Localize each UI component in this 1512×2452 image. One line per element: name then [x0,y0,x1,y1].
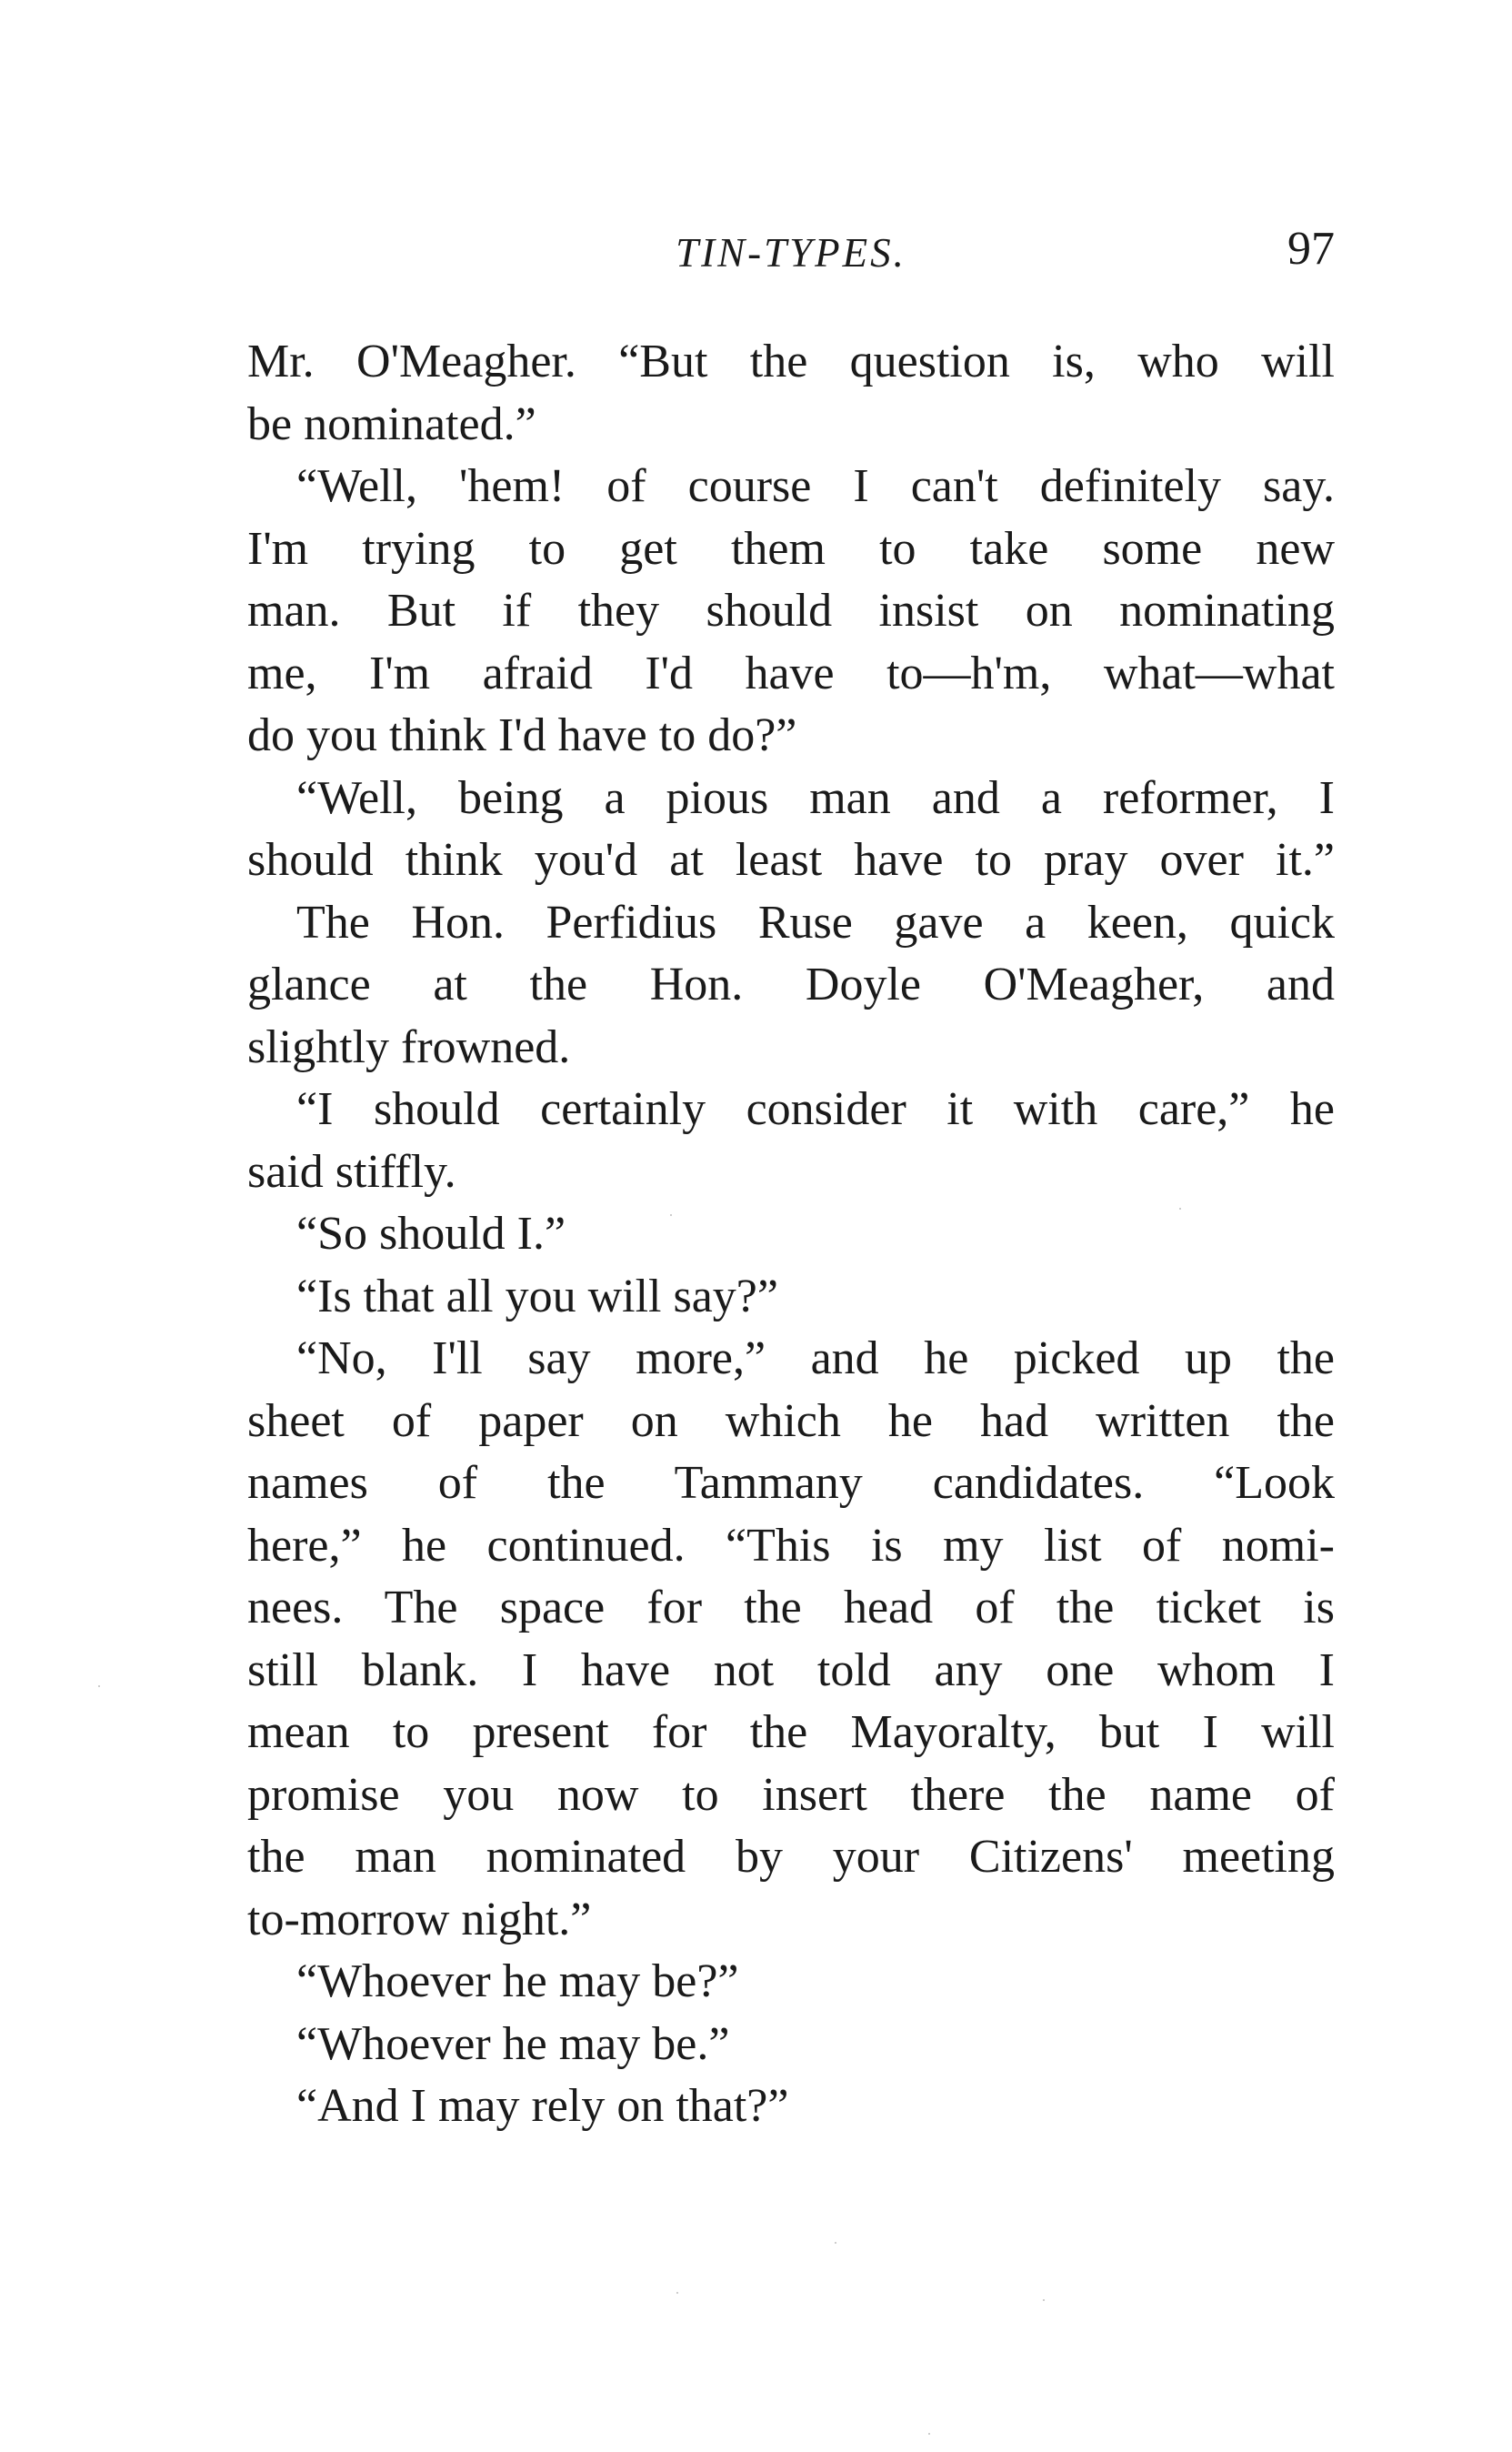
text-line: do you think I'd have to do?” [247,709,797,761]
text-line: The Hon. Perfidius Ruse gave a keen, quick [296,896,1335,949]
text-line: me, I'm afraid I'd have to—h'm, what—what [247,647,1335,699]
text-line: “Whoever he may be.” [296,2017,730,2070]
paper-speck [670,1214,672,1216]
text-line: here,” he continued. “This is my list of nomi- [247,1519,1335,1572]
text-line: Mr. O'Meagher. “But the question is, who will [247,336,1335,387]
text-line: promise you now to insert there the name of [247,1768,1335,1821]
page-number: 97 [1287,223,1335,275]
text-line: still blank. I have not told any one whom I [247,1643,1335,1696]
text-line: slightly frowned. [247,1020,571,1073]
text-line: nees. The space for the head of the ticket is [247,1582,1335,1633]
text-line: I'm trying to get them to take some new [247,522,1335,575]
text-line: glance at the Hon. Doyle O'Meagher, and [247,959,1335,1010]
body-text [247,331,1335,2138]
text-line: man. But if they should insist on nominating [247,585,1335,637]
text-line: “Is that all you will say?” [296,1270,778,1322]
text-line: “So should I.” [296,1208,566,1260]
text-line: should think you'd at least have to pray over it.” [247,834,1335,886]
paper-speck [676,2292,678,2294]
text-line: “I should certainly consider it with care,” he [296,1083,1335,1135]
text-line: “Well, 'hem! of course I can't definitely say. [296,460,1335,512]
text-line: be nominated.” [247,397,536,450]
paper-speck [1179,1208,1181,1210]
text-line: “No, I'll say more,” and he picked up the [296,1332,1335,1384]
text-line: names of the Tammany candidates. “Look [247,1457,1335,1509]
paper-speck [928,2433,930,2435]
running-header [247,222,1335,295]
paper-speck [1043,2299,1045,2301]
text-line: “Well, being a pious man and a reformer, I [296,771,1335,824]
text-line: mean to present for the Mayoralty, but I will [247,1706,1335,1758]
text-line: sheet of paper on which he had written the [247,1394,1335,1447]
text-line: to-morrow night.” [247,1893,592,1945]
running-title: TIN-TYPES. [676,230,906,276]
text-line: “And I may rely on that?” [296,2080,789,2132]
paper-speck [98,1685,100,1687]
text-line: the man nominated by your Citizens' meeting [247,1831,1335,1883]
paper-speck [835,2242,836,2244]
text-line: said stiffly. [247,1145,456,1198]
text-line: “Whoever he may be?” [296,1955,739,2007]
